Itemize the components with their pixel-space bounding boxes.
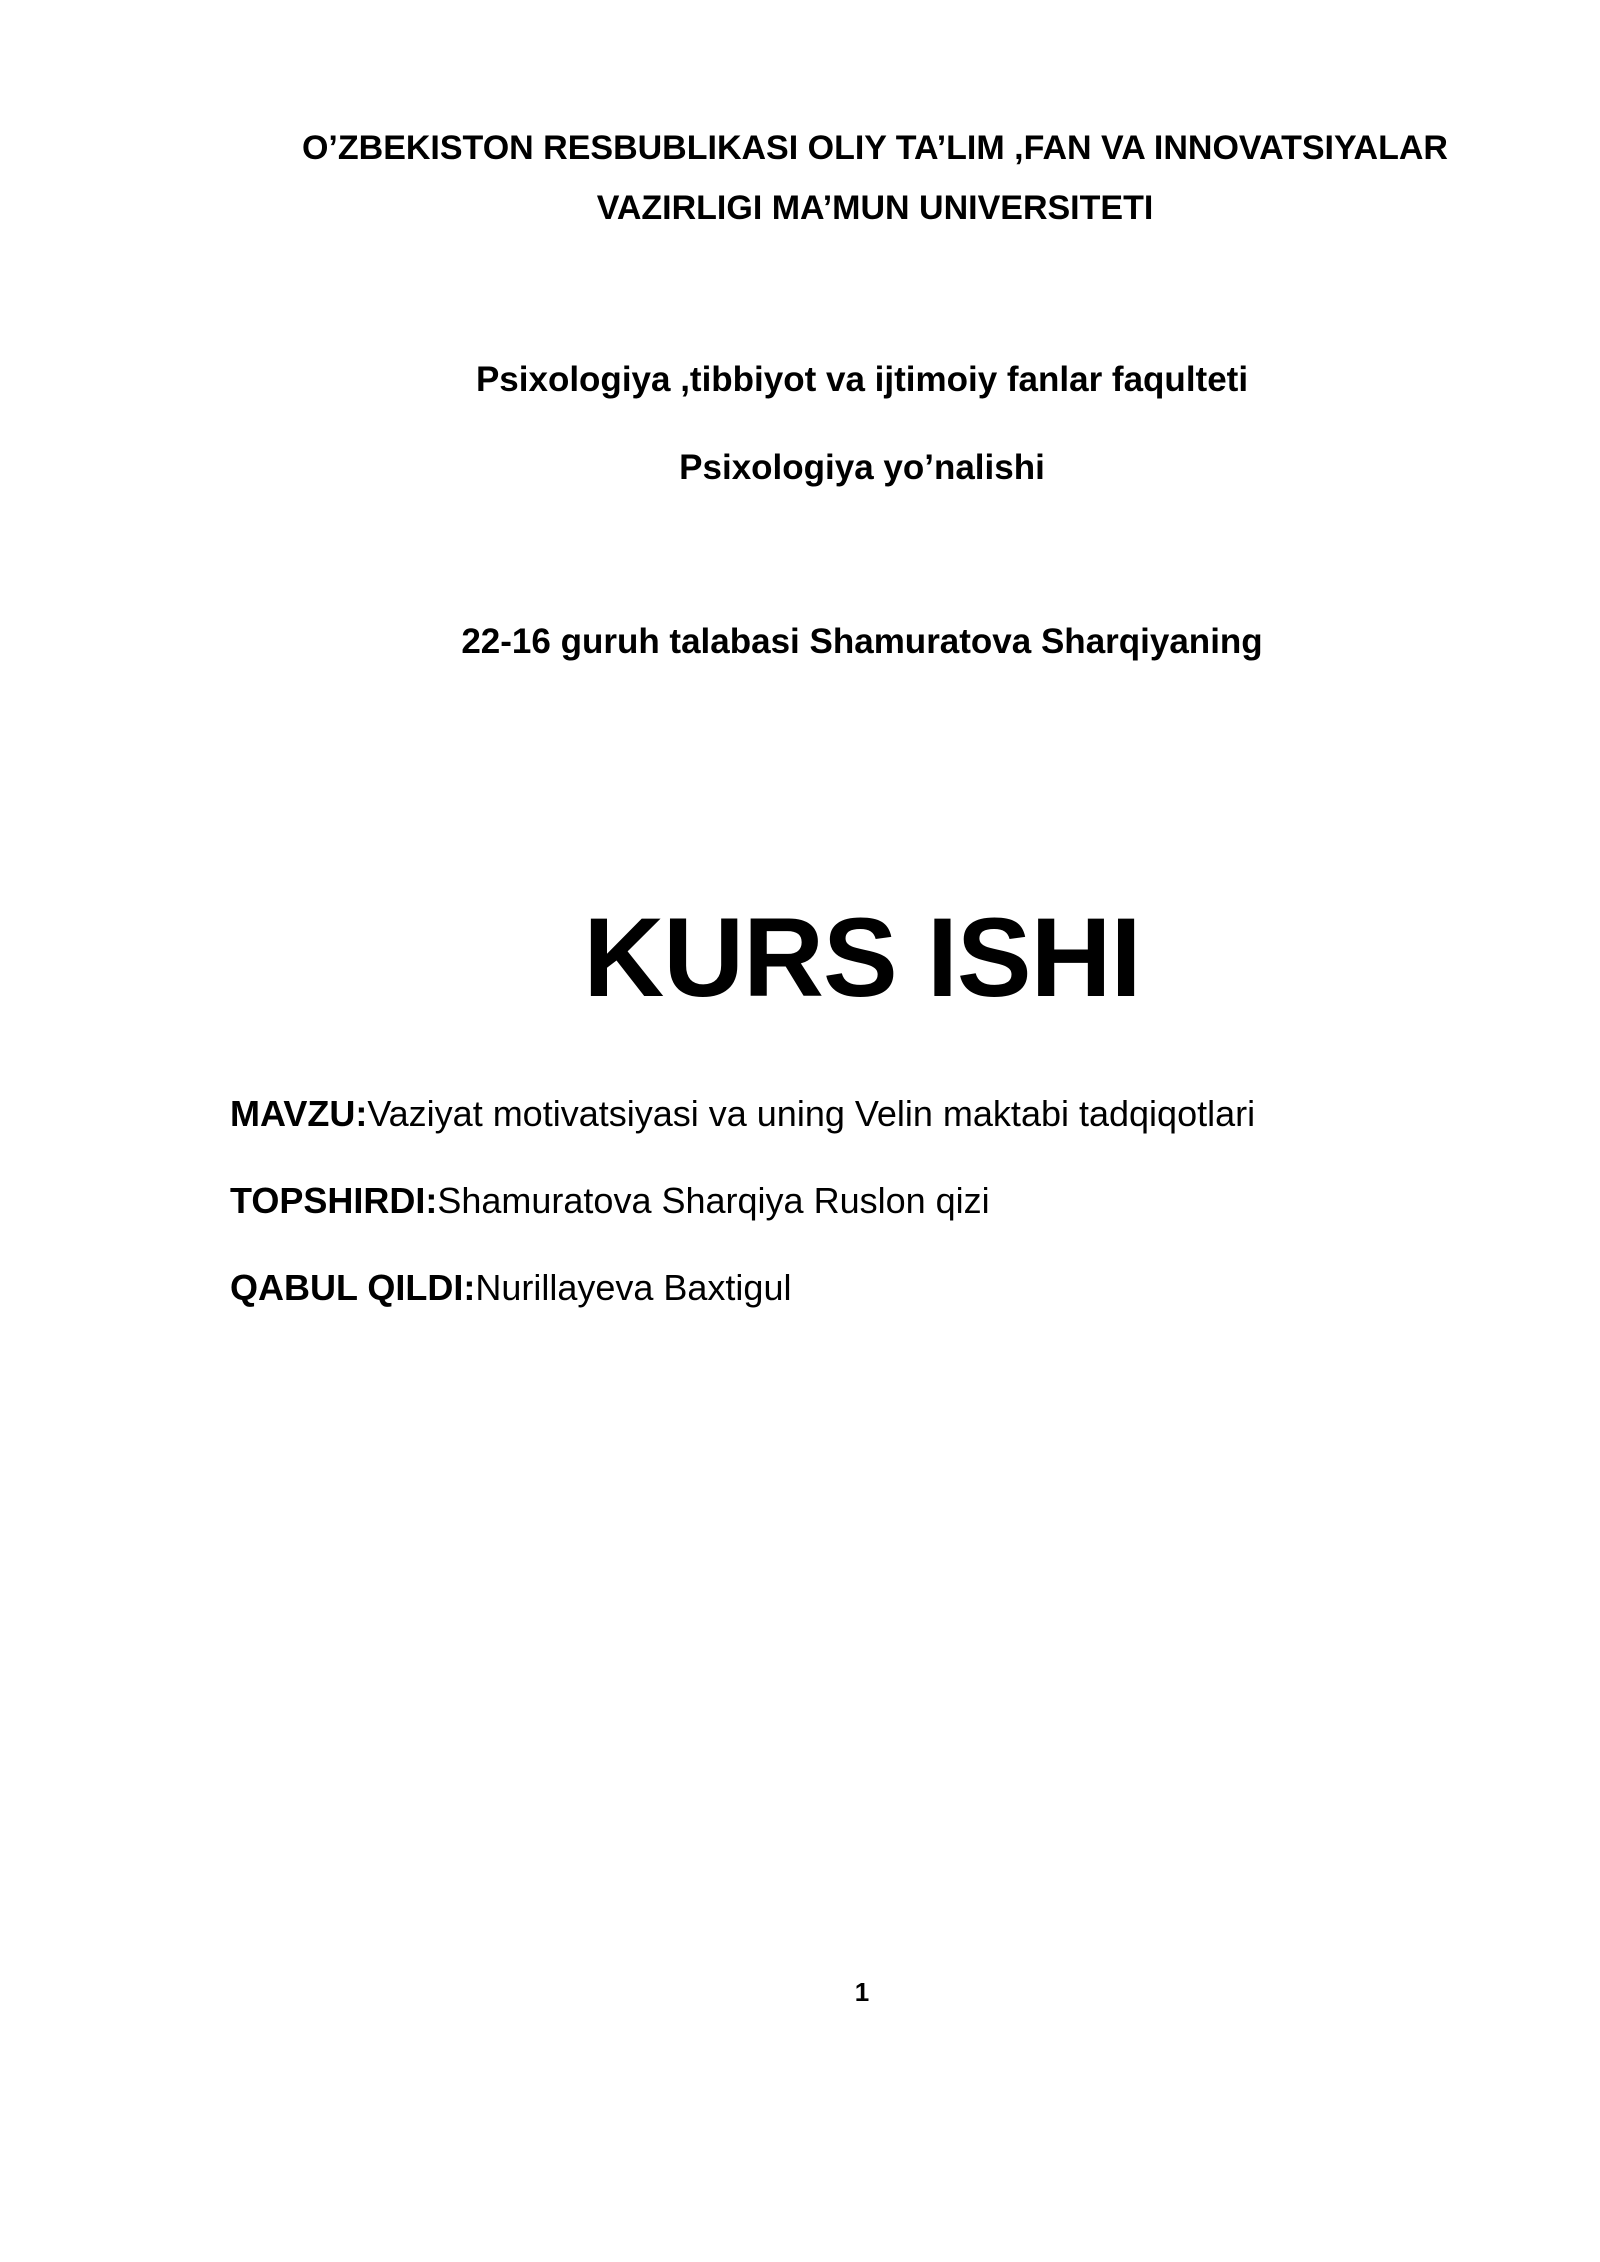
ministry-line-2: VAZIRLIGI MA’MUN UNIVERSITETI <box>596 189 1154 227</box>
topic-label: MAVZU: <box>230 1093 368 1134</box>
faculty-name: Psixologiya ,tibbiyot va ijtimoiy fanlar faqulteti <box>475 360 1249 399</box>
ministry-heading <box>75 118 1600 238</box>
topic-value: Vaziyat motivatsiyasi va uning Velin maktabi tadqiqotlari <box>367 1093 1256 1134</box>
page-number: 1 <box>854 1977 870 2007</box>
submitted-label: TOPSHIRDI: <box>230 1180 438 1221</box>
submitted-value: Shamuratova Sharqiya Ruslon qizi <box>437 1180 990 1221</box>
student-line: 22-16 guruh talabasi Shamuratova Sharqiyaning <box>461 622 1263 661</box>
accepted-label: QABUL QILDI: <box>230 1267 476 1308</box>
accepted-row <box>230 1258 791 1318</box>
direction-name: Psixologiya yo’nalishi <box>679 448 1045 487</box>
ministry-line-1: O’ZBEKISTON RESBUBLIKASI OLIY TA’LIM ,FAN VA INNOVATSIYALAR <box>301 129 1448 167</box>
topic-row <box>230 1084 1255 1144</box>
submitted-row <box>230 1171 990 1231</box>
accepted-value: Nurillayeva Baxtigul <box>475 1267 792 1308</box>
document-title: KURS ISHI <box>583 895 1141 1020</box>
